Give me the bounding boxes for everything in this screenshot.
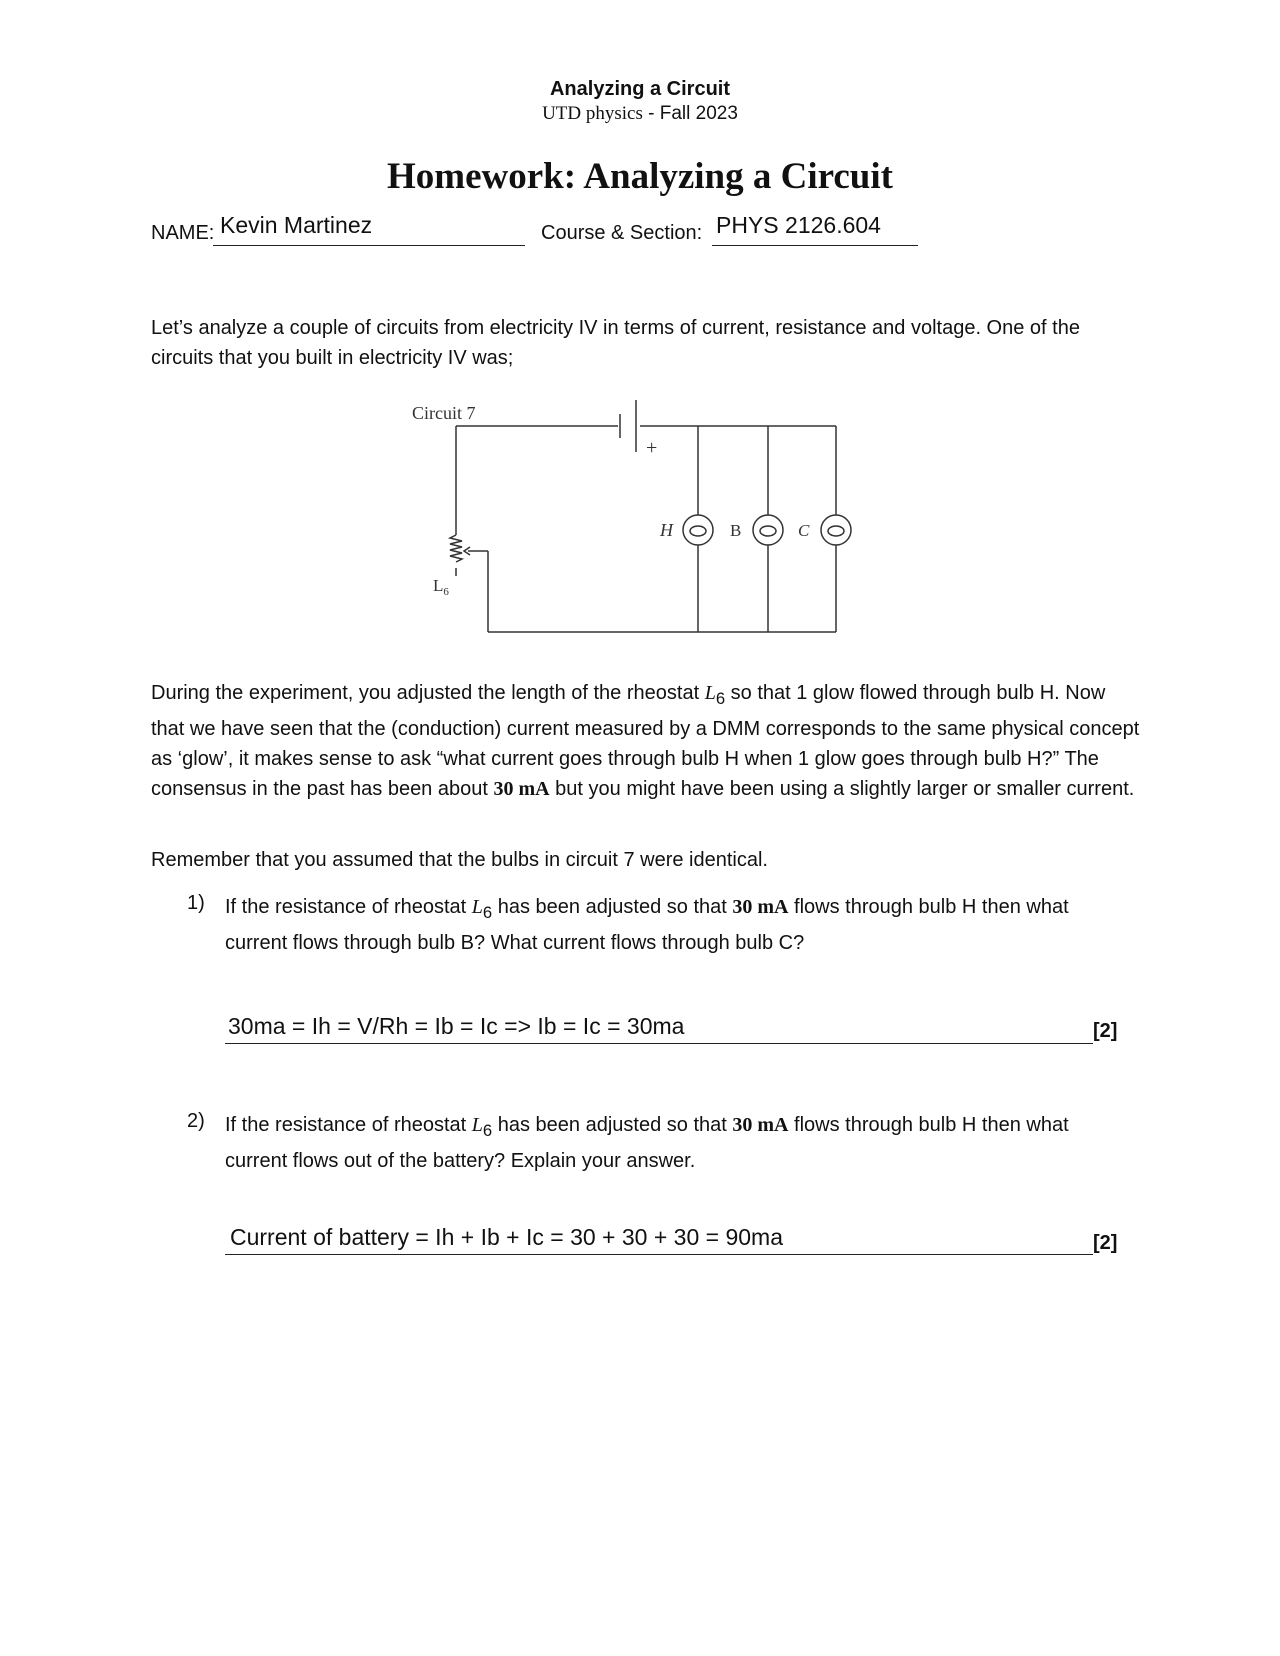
question-1-text-1: If the resistance of rheostat <box>225 896 472 918</box>
question-1-points: [2] <box>1093 1020 1118 1042</box>
question-1-rheostat: L <box>471 896 483 918</box>
header-title: Analyzing a Circuit <box>549 78 731 100</box>
answer-1[interactable]: 30ma = Ih = V/Rh = Ib = Ic => Ib = Ic = 30ma <box>228 1013 685 1039</box>
page-title: Homework: Analyzing a Circuit <box>387 156 893 197</box>
assumption-paragraph: Remember that you assumed that the bulbs in circuit 7 were identical. <box>151 849 768 871</box>
circuit-caption: Circuit 7 <box>412 403 476 423</box>
question-2-rheostat: L <box>471 1114 483 1136</box>
question-1-text-3: flows through bulb H then what current flows through bulb B? What current flows through bulb C? <box>225 896 1069 954</box>
question-1-number: 1) <box>187 892 205 914</box>
bulb-h-filament <box>690 526 706 536</box>
course-label: Course & Section: <box>541 222 703 244</box>
question-1-text <box>225 892 1105 958</box>
bulb-c <box>821 515 851 545</box>
rheostat-symbol: L <box>704 682 716 704</box>
question-2-text-2: has been adjusted so that <box>492 1114 733 1136</box>
rheostat-symbol-sub: 6 <box>715 689 726 708</box>
answer-1-underline <box>225 1043 1093 1044</box>
name-value[interactable]: Kevin Martinez <box>220 212 373 238</box>
question-2-current: 30 mA <box>732 1114 789 1136</box>
question-1-rheostat-sub: 6 <box>482 903 493 922</box>
bulb-b <box>753 515 783 545</box>
battery-plus-sign: + <box>646 437 658 459</box>
question-1-current: 30 mA <box>732 896 789 918</box>
question-2-number: 2) <box>187 1110 205 1132</box>
header-subtitle-term: - Fall 2023 <box>642 103 738 124</box>
current-value: 30 mA <box>493 778 550 800</box>
rheostat-label-letter: L <box>433 576 444 595</box>
rheostat-label-sub: 6 <box>443 586 449 598</box>
question-2-points: [2] <box>1093 1232 1118 1254</box>
rheostat-coil <box>450 535 462 562</box>
answer-2-underline <box>225 1254 1093 1255</box>
bulb-b-label: B <box>730 521 742 540</box>
intro-paragraph: Let’s analyze a couple of circuits from electricity IV in terms of current, resistance and voltage. One of the circuits that you built in electricity IV was; <box>151 317 1080 369</box>
course-value[interactable]: PHYS 2126.604 <box>716 212 881 238</box>
question-2-text-1: If the resistance of rheostat <box>225 1114 472 1136</box>
experiment-text-1: During the experiment, you adjusted the length of the rheostat <box>151 682 705 704</box>
rheostat-label <box>433 576 449 598</box>
experiment-text-3: but you might have been using a slightly larger or smaller current. <box>549 778 1135 800</box>
question-2-text <box>225 1110 1105 1176</box>
experiment-text-2: so that 1 glow flowed through bulb H. Now that we have seen that the (conduction) current measured by a DMM corresponds to the same physical concept as ‘glow’, it makes sense to ask “what current goes through bulb H when 1 glow goes through bulb H?” The consensus in the past has been about <box>151 682 1140 800</box>
question-1-text-2: has been adjusted so that <box>492 896 733 918</box>
header-subtitle-org: UTD physics <box>542 103 643 124</box>
bulb-b-filament <box>760 526 776 536</box>
bulb-h <box>683 515 713 545</box>
bulb-c-filament <box>828 526 844 536</box>
bulb-h-label: H <box>660 520 673 540</box>
answer-2[interactable]: Current of battery = Ih + Ib + Ic = 30 + 30 + 30 = 90ma <box>230 1224 783 1250</box>
bulb-c-label: C <box>798 521 810 540</box>
question-2-text-3: flows through bulb H then what current flows out of the battery? Explain your answer. <box>225 1114 1069 1172</box>
question-2-rheostat-sub: 6 <box>482 1121 493 1140</box>
name-label: NAME: <box>151 222 215 244</box>
experiment-paragraph <box>151 678 1141 804</box>
